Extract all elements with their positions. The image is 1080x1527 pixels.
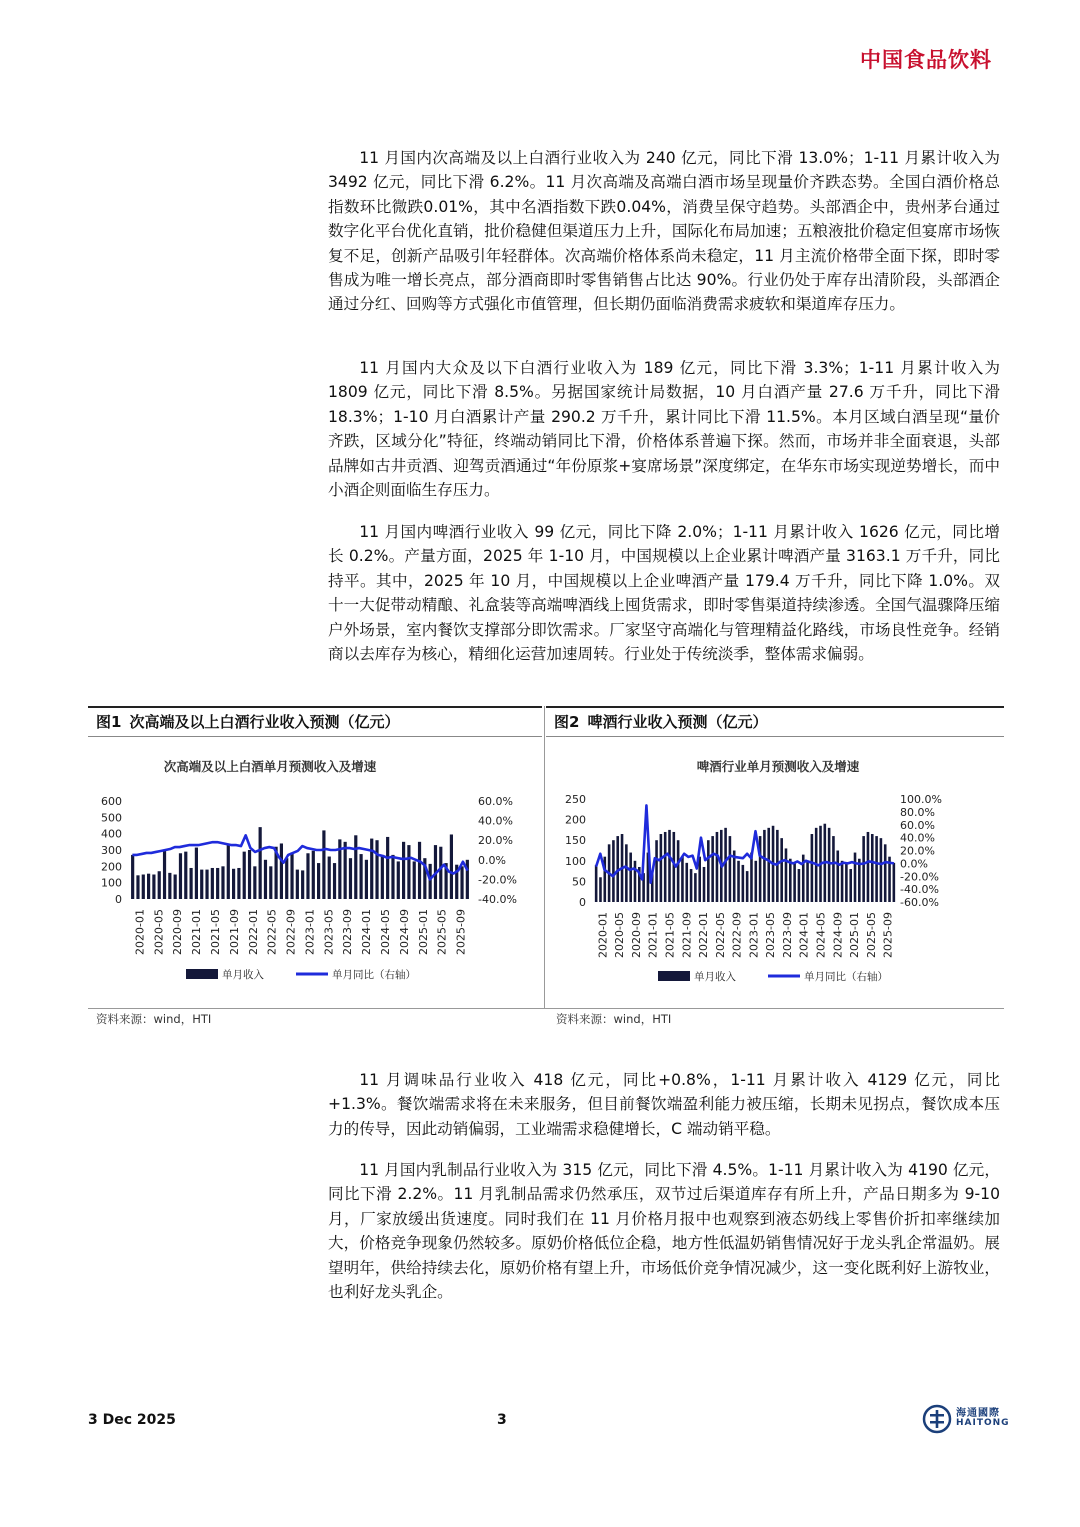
bar-monthly-revenue bbox=[211, 868, 214, 899]
bar-monthly-revenue bbox=[750, 853, 753, 902]
bar-monthly-revenue bbox=[595, 865, 598, 902]
figure-bottom-rule bbox=[88, 1008, 1004, 1009]
x-tick-label: 2020-05 bbox=[152, 909, 166, 955]
bar-monthly-revenue bbox=[259, 827, 262, 899]
bar-monthly-revenue bbox=[174, 875, 177, 900]
x-tick bbox=[815, 912, 828, 958]
figure-1-body bbox=[88, 737, 542, 1013]
bar-monthly-revenue bbox=[668, 830, 671, 902]
bar-monthly-revenue bbox=[429, 864, 432, 899]
x-tick-label: 2022-09 bbox=[284, 909, 298, 955]
bar-monthly-revenue bbox=[664, 832, 667, 902]
y-right-tick-label: 20.0% bbox=[478, 834, 513, 848]
x-tick bbox=[209, 909, 222, 955]
bar-monthly-revenue bbox=[179, 853, 182, 899]
bar-monthly-revenue bbox=[677, 840, 680, 902]
bar-monthly-revenue bbox=[243, 852, 246, 899]
bar-monthly-revenue bbox=[681, 857, 684, 902]
figure-1-source: 资料来源：wind，HTI bbox=[96, 1012, 212, 1026]
bar-monthly-revenue bbox=[221, 866, 224, 899]
x-tick bbox=[747, 912, 760, 958]
bar-monthly-revenue bbox=[746, 871, 749, 902]
paragraph-text: 11 月调味品行业收入 418 亿元，同比+0.8%，1-11 月累计收入 4129 亿元，同比+1.3%。餐饮端需求将在未来服务，但目前餐饮端盈利能力被压缩，长期未见拐点，餐饮成本压力的传导，因此动销偏弱，工业端需求稳健增长，C 端动销平稳。 bbox=[328, 1071, 1000, 1138]
x-tick-label: 2021-05 bbox=[209, 909, 222, 955]
x-tick-label: 2025-01 bbox=[848, 912, 862, 958]
bar-monthly-revenue bbox=[698, 857, 701, 902]
bar-monthly-revenue bbox=[301, 870, 304, 899]
y-right-tick-label: 80.0% bbox=[900, 805, 935, 819]
bar-monthly-revenue bbox=[365, 860, 368, 899]
bar-monthly-revenue bbox=[142, 875, 145, 900]
figure-2-number: 图2 bbox=[554, 713, 580, 731]
y-left-tick-label: 250 bbox=[565, 793, 586, 806]
x-tick-label: 2022-09 bbox=[730, 912, 744, 958]
bar-monthly-revenue bbox=[253, 866, 256, 899]
x-tick bbox=[630, 912, 643, 958]
bar-monthly-revenue bbox=[344, 842, 347, 899]
x-tick-label: 2023-01 bbox=[747, 912, 761, 958]
y-right-tick-label: 40.0% bbox=[900, 831, 935, 845]
x-tick bbox=[247, 909, 260, 955]
bar-monthly-revenue bbox=[290, 852, 293, 899]
legend-line-label: 单月同比（右轴） bbox=[804, 971, 888, 983]
figure-2 bbox=[546, 706, 1004, 1007]
x-tick bbox=[379, 909, 392, 955]
legend-bar-swatch bbox=[658, 971, 690, 981]
legend-line-label: 单月同比（右轴） bbox=[332, 969, 416, 981]
bar-monthly-revenue bbox=[763, 830, 766, 902]
x-tick-label: 2023-05 bbox=[764, 912, 778, 958]
x-tick bbox=[190, 909, 203, 955]
bar-monthly-revenue bbox=[269, 866, 272, 899]
figure-divider bbox=[544, 706, 545, 1008]
y-left-tick-label: 600 bbox=[101, 795, 122, 808]
y-right-tick-label: 40.0% bbox=[478, 814, 513, 828]
y-right-tick-label: 100.0% bbox=[900, 793, 942, 806]
bar-monthly-revenue bbox=[716, 832, 719, 902]
x-tick-label: 2025-01 bbox=[416, 909, 430, 955]
figure-1-header bbox=[88, 706, 542, 737]
bar-monthly-revenue bbox=[685, 863, 688, 902]
x-tick bbox=[781, 912, 794, 958]
bar-monthly-revenue bbox=[634, 861, 637, 902]
y-left-tick-label: 100 bbox=[565, 854, 586, 868]
x-tick-label: 2024-09 bbox=[397, 909, 411, 955]
x-tick-label: 2020-09 bbox=[629, 912, 643, 958]
x-tick bbox=[764, 912, 777, 958]
x-tick-label: 2023-09 bbox=[341, 909, 355, 955]
x-tick-label: 2021-09 bbox=[227, 909, 241, 955]
x-tick-label: 2022-05 bbox=[713, 912, 727, 958]
x-tick-label: 2022-01 bbox=[246, 909, 260, 955]
bar-monthly-revenue bbox=[136, 875, 139, 899]
bar-monthly-revenue bbox=[163, 850, 166, 899]
x-tick bbox=[664, 912, 677, 958]
bar-monthly-revenue bbox=[397, 861, 400, 899]
bar-monthly-revenue bbox=[375, 840, 378, 899]
paragraph-text: 11 月国内次高端及以上白酒行业收入为 240 亿元，同比下滑 13.0%；1-11 月累计收入为 3492 亿元，同比下滑 6.2%。11 月次高端及高端白酒市场呈现量价齐跌态势。全国白酒价格总指数环比微跌0.01%，其中名酒指数下跌0.04%，消费呈保守趋势。头部酒企中，贵州茅台通过数字化平台优化直销，批价稳健但渠道压力上升，国际化布局加速；五粮液批价稳定但宴席市场恢复不足，创新产品吸引年轻群体。次高端价格体系尚未稳定，11 月主流价格带全面下探，即时零售成为唯一增长亮点，部分酒商即时零售销售占比达 90%。行业仍处于库存出清阶段，头部酒企通过分红、回购等方式强化市值管理，但长期仍面临消费需求疲软和渠道库存压力。 bbox=[328, 149, 1000, 314]
y-left-tick-label: 200 bbox=[101, 860, 122, 874]
y-right-tick-label: 20.0% bbox=[900, 844, 935, 858]
bar-monthly-revenue bbox=[439, 847, 442, 899]
x-tick bbox=[455, 909, 468, 955]
logo-text-cn: 海通國際 bbox=[956, 1408, 1000, 1419]
bar-monthly-revenue bbox=[754, 861, 757, 902]
bar-monthly-revenue bbox=[200, 870, 203, 899]
bar-monthly-revenue bbox=[884, 844, 887, 902]
y-left-tick-label: 50 bbox=[572, 875, 586, 889]
x-tick bbox=[228, 909, 241, 955]
x-tick bbox=[798, 912, 811, 958]
bar-monthly-revenue bbox=[694, 873, 697, 902]
bar-monthly-revenue bbox=[264, 860, 267, 899]
x-tick bbox=[865, 912, 878, 958]
bar-monthly-revenue bbox=[862, 836, 865, 902]
logo-text-en: HAITONG bbox=[956, 1418, 1010, 1428]
x-tick-label: 2020-01 bbox=[596, 912, 610, 958]
x-tick bbox=[831, 912, 844, 958]
bar-monthly-revenue bbox=[854, 853, 857, 902]
bar-monthly-revenue bbox=[205, 870, 208, 899]
y-left-tick-label: 0 bbox=[115, 893, 122, 906]
bar-monthly-revenue bbox=[460, 866, 463, 899]
x-tick bbox=[398, 909, 411, 955]
bar-monthly-revenue bbox=[625, 844, 628, 902]
x-tick-label: 2025-09 bbox=[881, 912, 895, 958]
bar-monthly-revenue bbox=[184, 852, 187, 899]
figure-2-header bbox=[546, 706, 1004, 737]
bar-monthly-revenue bbox=[386, 837, 389, 899]
bar-monthly-revenue bbox=[370, 839, 373, 899]
bar-monthly-revenue bbox=[893, 863, 896, 902]
bar-monthly-revenue bbox=[703, 867, 706, 902]
bar-monthly-revenue bbox=[216, 868, 219, 899]
x-tick-label: 2022-05 bbox=[265, 909, 279, 955]
x-tick bbox=[152, 909, 165, 955]
bar-monthly-revenue bbox=[724, 828, 727, 902]
bar-monthly-revenue bbox=[828, 828, 831, 902]
bar-monthly-revenue bbox=[413, 861, 416, 899]
bar-monthly-revenue bbox=[849, 869, 852, 902]
paragraph-beer bbox=[328, 520, 1000, 666]
bar-monthly-revenue bbox=[845, 863, 848, 902]
figure-2-body bbox=[546, 737, 1004, 1013]
bar-monthly-revenue bbox=[248, 850, 251, 899]
bar-monthly-revenue bbox=[780, 838, 783, 902]
y-right-tick-label: -40.0% bbox=[478, 893, 517, 906]
y-left-tick-label: 400 bbox=[101, 827, 122, 841]
x-tick-label: 2020-01 bbox=[133, 909, 147, 955]
bar-monthly-revenue bbox=[832, 836, 835, 902]
x-tick bbox=[731, 912, 744, 958]
legend-bar-label: 单月收入 bbox=[694, 971, 736, 983]
bar-monthly-revenue bbox=[168, 873, 171, 899]
y-left-tick-label: 300 bbox=[101, 844, 122, 857]
bar-monthly-revenue bbox=[328, 857, 331, 899]
bar-monthly-revenue bbox=[841, 861, 844, 902]
x-tick bbox=[613, 912, 626, 958]
figure-2-source: 资料来源：wind，HTI bbox=[556, 1012, 672, 1026]
paragraph-text: 11 月国内大众及以下白酒行业收入为 189 亿元，同比下滑 3.3%；1-11 月累计收入为 1809 亿元，同比下滑 8.5%。另据国家统计局数据，10 月白酒产量 27.6 万千升，同比下滑 18.3%；1-10 月白酒累计产量 290.2 万千升，累计同比下滑 11.5%。本月区域白酒呈现“量价齐跌，区域分化”特征，终端动销同比下滑，价格体系普遍下探。然而，市场并非全面衰退，头部品牌如古井贡酒、迎驾贡酒通过“年份原浆+宴席场景”深度绑定，在华东市场实现逆势增长，而中小酒企则面临生存压力。 bbox=[328, 359, 1000, 500]
bar-monthly-revenue bbox=[711, 836, 714, 902]
paragraph-mass-baijiu bbox=[328, 356, 1000, 502]
legend-bar-label: 单月收入 bbox=[222, 969, 264, 981]
x-tick-label: 2023-09 bbox=[780, 912, 794, 958]
bar-monthly-revenue bbox=[742, 865, 745, 902]
bar-monthly-revenue bbox=[349, 858, 352, 899]
bar-monthly-revenue bbox=[354, 835, 357, 899]
x-tick-label: 2024-05 bbox=[379, 909, 392, 955]
footer-page-number: 3 bbox=[497, 1412, 507, 1428]
bar-monthly-revenue bbox=[690, 869, 693, 902]
bar-monthly-revenue bbox=[407, 845, 410, 899]
figure-1-title: 次高端及以上白酒行业收入预测（亿元） bbox=[129, 713, 400, 731]
legend-bar-swatch bbox=[186, 969, 218, 979]
x-tick-label: 2021-09 bbox=[680, 912, 694, 958]
bar-monthly-revenue bbox=[785, 848, 788, 902]
bar-monthly-revenue bbox=[147, 874, 150, 899]
bar-monthly-revenue bbox=[729, 836, 732, 902]
x-tick bbox=[303, 909, 316, 955]
x-tick bbox=[285, 909, 298, 955]
y-left-tick-label: 100 bbox=[101, 876, 122, 890]
x-tick-label: 2020-05 bbox=[613, 912, 627, 958]
y-right-tick-label: -60.0% bbox=[900, 896, 939, 909]
x-tick-label: 2024-01 bbox=[797, 912, 811, 958]
footer-date: 3 Dec 2025 bbox=[88, 1412, 176, 1428]
bar-monthly-revenue bbox=[306, 853, 309, 899]
bar-monthly-revenue bbox=[871, 834, 874, 902]
figure-1-number: 图1 bbox=[96, 713, 122, 731]
bar-monthly-revenue bbox=[655, 840, 658, 902]
paragraph-text: 11 月国内啤酒行业收入 99 亿元，同比下降 2.0%；1-11 月累计收入 1626 亿元，同比增长 0.2%。产量方面，2025 年 1-10 月，中国规模以上企业累计啤酒产量 3163.1 万千升，同比持平。其中，2025 年 10 月，中国规模以上企业啤酒产量 179.4 万千升，同比下降 1.0%。双十一大促带动精酿、礼盒装等高端啤酒线上囤货需求，即时零售渠道持续渗透。全国气温骤降压缩户外场景，室内餐饮支撑部分即饮需求。厂家坚守高端化与管理精益化路线，市场良性竞争。经销商以去库存为核心，精细化运营加速周转。行业处于传统淡季，整体需求偏弱。 bbox=[328, 523, 1000, 664]
bar-monthly-revenue bbox=[629, 853, 632, 902]
x-tick-label: 2024-01 bbox=[360, 909, 374, 955]
line-yoy-growth bbox=[132, 835, 467, 879]
bar-monthly-revenue bbox=[793, 863, 796, 902]
haitong-logo bbox=[922, 1404, 1012, 1434]
paragraph-condiments bbox=[328, 1068, 1000, 1141]
x-tick-label: 2021-05 bbox=[663, 912, 677, 958]
y-right-tick-label: 60.0% bbox=[478, 795, 513, 808]
bar-monthly-revenue bbox=[418, 842, 421, 899]
bar-monthly-revenue bbox=[131, 855, 134, 899]
x-tick bbox=[133, 909, 146, 955]
x-tick bbox=[714, 912, 727, 958]
haitong-logo-icon bbox=[922, 1404, 952, 1434]
bar-monthly-revenue bbox=[158, 871, 161, 899]
bar-monthly-revenue bbox=[391, 855, 394, 899]
y-left-tick-label: 150 bbox=[565, 834, 586, 848]
x-tick-label: 2025-05 bbox=[435, 909, 449, 955]
bar-monthly-revenue bbox=[836, 851, 839, 903]
bar-monthly-revenue bbox=[867, 832, 870, 902]
x-tick-label: 2025-09 bbox=[454, 909, 468, 955]
x-tick-label: 2024-09 bbox=[831, 912, 845, 958]
x-tick bbox=[882, 912, 895, 958]
x-tick-label: 2024-05 bbox=[814, 912, 828, 958]
bar-monthly-revenue bbox=[312, 851, 315, 899]
x-tick bbox=[360, 909, 373, 955]
paragraph-text: 11 月国内乳制品行业收入为 315 亿元，同比下滑 4.5%。1-11 月累计收入为 4190 亿元，同比下滑 2.2%。11 月乳制品需求仍然承压，双节过后渠道库存有所上升，产品日期多为 9-10 月，厂家放缓出货速度。同时我们在 11 月价格月报中也观察到液态奶线上零售价折扣率继续加大，价格竞争现象仍然较多。原奶价格低位企稳，地方性低温奶销售情况好于龙头乳企常温奶。展望明年，供给持续去化，原奶价格有望上升，市场低价竞争情况减少，这一变化既利好上游牧业，也利好龙头乳企。 bbox=[328, 1161, 1000, 1302]
x-tick bbox=[322, 909, 335, 955]
bar-monthly-revenue bbox=[402, 842, 405, 899]
chart-title: 次高端及以上白酒单月预测收入及增速 bbox=[163, 759, 377, 774]
y-left-tick-label: 200 bbox=[565, 813, 586, 827]
bar-monthly-revenue bbox=[450, 834, 453, 899]
bar-monthly-revenue bbox=[152, 875, 155, 900]
x-tick bbox=[417, 909, 430, 955]
x-tick-label: 2025-05 bbox=[864, 912, 878, 958]
bar-monthly-revenue bbox=[317, 863, 320, 899]
y-right-tick-label: 0.0% bbox=[478, 853, 506, 867]
x-tick bbox=[680, 912, 693, 958]
x-tick bbox=[436, 909, 449, 955]
x-tick-label: 2021-01 bbox=[190, 909, 204, 955]
bar-monthly-revenue bbox=[767, 828, 770, 902]
bar-monthly-revenue bbox=[333, 863, 336, 899]
figures-block bbox=[88, 706, 1004, 1024]
y-left-tick-label: 0 bbox=[579, 896, 586, 909]
bar-monthly-revenue bbox=[789, 859, 792, 902]
figure-2-title: 啤酒行业收入预测（亿元） bbox=[587, 713, 768, 731]
bar-monthly-revenue bbox=[880, 838, 883, 902]
bar-monthly-revenue bbox=[195, 848, 198, 899]
x-tick-label: 2023-01 bbox=[303, 909, 317, 955]
y-right-tick-label: -20.0% bbox=[478, 873, 517, 887]
bar-monthly-revenue bbox=[599, 877, 602, 902]
x-tick bbox=[266, 909, 279, 955]
chart-beer bbox=[546, 737, 1004, 1009]
x-tick bbox=[596, 912, 609, 958]
x-tick-label: 2020-09 bbox=[171, 909, 185, 955]
bar-monthly-revenue bbox=[612, 840, 615, 902]
chart-title: 啤酒行业单月预测收入及增速 bbox=[696, 759, 860, 774]
bar-monthly-revenue bbox=[296, 870, 299, 899]
x-tick-label: 2021-01 bbox=[646, 912, 660, 958]
x-tick bbox=[341, 909, 354, 955]
x-tick bbox=[848, 912, 861, 958]
x-tick bbox=[171, 909, 184, 955]
bar-monthly-revenue bbox=[360, 854, 363, 899]
bar-monthly-revenue bbox=[811, 834, 814, 902]
figure-1 bbox=[88, 706, 542, 1007]
report-header-title: 中国食品饮料 bbox=[860, 48, 992, 72]
x-tick-label: 2022-01 bbox=[697, 912, 711, 958]
y-right-tick-label: -20.0% bbox=[900, 870, 939, 884]
bar-monthly-revenue bbox=[227, 844, 230, 899]
paragraph-high-end-baijiu bbox=[328, 146, 1000, 317]
bar-monthly-revenue bbox=[707, 840, 710, 902]
bar-monthly-revenue bbox=[660, 834, 663, 902]
bar-monthly-revenue bbox=[798, 869, 801, 902]
y-right-tick-label: 60.0% bbox=[900, 818, 935, 832]
bar-monthly-revenue bbox=[875, 836, 878, 902]
y-right-tick-label: -40.0% bbox=[900, 883, 939, 897]
bar-monthly-revenue bbox=[237, 868, 240, 899]
paragraph-dairy bbox=[328, 1158, 1000, 1304]
line-yoy-growth bbox=[596, 805, 894, 882]
x-tick bbox=[697, 912, 710, 958]
chart-baijiu-high-end bbox=[88, 737, 542, 1009]
x-tick-label: 2023-05 bbox=[322, 909, 336, 955]
y-right-tick-label: 0.0% bbox=[900, 857, 928, 871]
bar-monthly-revenue bbox=[280, 843, 283, 899]
bar-monthly-revenue bbox=[232, 869, 235, 899]
bar-monthly-revenue bbox=[190, 868, 193, 899]
bar-monthly-revenue bbox=[381, 857, 384, 899]
x-tick bbox=[647, 912, 660, 958]
bar-monthly-revenue bbox=[285, 858, 288, 899]
bar-monthly-revenue bbox=[737, 861, 740, 902]
bar-monthly-revenue bbox=[806, 861, 809, 902]
y-left-tick-label: 500 bbox=[101, 811, 122, 825]
bar-monthly-revenue bbox=[322, 830, 325, 899]
